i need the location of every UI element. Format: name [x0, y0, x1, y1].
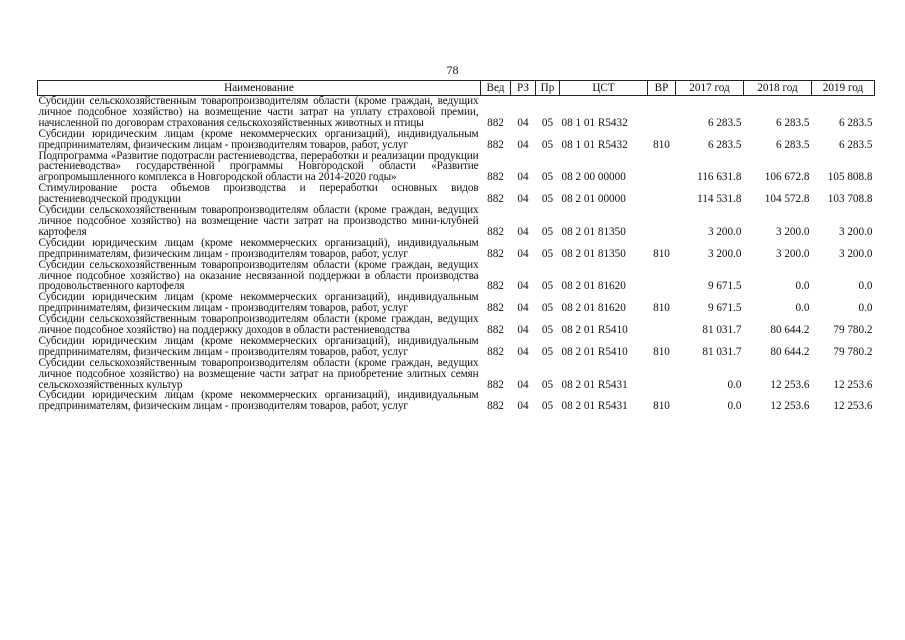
table-row — [38, 390, 875, 412]
row-rz: 04 — [517, 280, 529, 293]
row-name: Субсидии юридическим лицам (кроме некоммерческих организаций), индивидуальным предпринимателям, физическим лицам - производителям товаров, работ, услуг — [38, 236, 479, 260]
row-cst: 08 2 01 R5431 — [561, 400, 628, 413]
header-ved: Вед — [481, 81, 511, 96]
row-cst: 08 2 01 81620 — [561, 302, 626, 315]
row-cst: 08 2 01 81350 — [561, 225, 626, 238]
table-row — [38, 129, 875, 151]
row-2017: 0.0 — [727, 400, 742, 413]
row-vr: 810 — [653, 247, 670, 260]
row-2017: 3 200.0 — [707, 247, 742, 260]
row-name: Субсидии юридическим лицам (кроме некоммерческих организаций), индивидуальным предпринимателям, физическим лицам - производителям товаров, работ, услуг — [38, 291, 479, 315]
row-vr — [648, 96, 676, 129]
row-2017: 6 283.5 — [707, 138, 742, 151]
row-2018: 106 672.8 — [764, 171, 810, 184]
row-pr: 05 — [541, 225, 554, 238]
header-rz: РЗ — [511, 81, 536, 96]
row-rz: 04 — [517, 400, 529, 413]
row-name: Субсидии юридическим лицам (кроме некоммерческих организаций), индивидуальным предпринимателям, физическим лицам - производителям товаров, работ, услуг — [38, 334, 479, 358]
row-2018: 104 572.8 — [764, 193, 810, 206]
row-rz: 04 — [517, 138, 529, 151]
row-2018: 80 644.2 — [770, 324, 810, 337]
row-2019: 6 283.5 — [838, 116, 873, 129]
row-2017: 6 283.5 — [707, 116, 742, 129]
row-2019: 6 283.5 — [838, 138, 873, 151]
table-header-row — [38, 81, 875, 96]
row-pr: 05 — [541, 324, 554, 337]
row-2017: 0.0 — [727, 378, 742, 391]
row-name: Субсидии сельскохозяйственным товаропроизводителям области (кроме граждан, ведущих личное подсобное хозяйство) на оказание несвязанной поддержки в области производства продовольственного картофеля — [38, 258, 479, 293]
header-2018: 2018 год — [744, 81, 812, 96]
row-name: Субсидии сельскохозяйственным товаропроизводителям области (кроме граждан, ведущих личное подсобное хозяйство) на возмещение части затрат на уплату страховой премии, начисленной по договорам страхования сельскохозяйственных животных и птицы — [38, 95, 479, 129]
row-vr — [648, 260, 676, 293]
row-2018: 80 644.2 — [770, 345, 810, 358]
row-2019: 12 253.6 — [833, 378, 873, 391]
row-pr: 05 — [541, 378, 554, 391]
table-row — [38, 314, 875, 336]
row-vr: 810 — [653, 138, 670, 151]
row-2018: 12 253.6 — [770, 400, 810, 413]
row-2017: 116 631.8 — [697, 171, 742, 184]
row-vr: 810 — [653, 302, 670, 315]
row-2018: 6 283.5 — [775, 138, 810, 151]
row-2018: 12 253.6 — [770, 378, 810, 391]
row-rz: 04 — [517, 247, 529, 260]
row-name: Стимулирование роста объемов производства и переработки основных видов растениеводческой продукции — [38, 182, 479, 206]
row-vr: 810 — [653, 345, 670, 358]
row-cst: 08 2 01 00000 — [561, 193, 626, 206]
table-row — [38, 358, 875, 391]
row-cst: 08 2 00 00000 — [561, 171, 626, 184]
row-2019: 12 253.6 — [833, 400, 873, 413]
row-2017: 3 200.0 — [707, 225, 742, 238]
row-name: Субсидии сельскохозяйственным товаропроизводителям области (кроме граждан, ведущих личное подсобное хозяйство) на возмещение части затрат на приобретение элитных семян сельскохозяйственных культур — [38, 356, 479, 391]
row-rz: 04 — [517, 171, 529, 184]
row-ved: 882 — [487, 247, 504, 260]
row-name: Субсидии юридическим лицам (кроме некоммерческих организаций), индивидуальным предпринимателям, физическим лицам - производителям товаров, работ, услуг — [38, 389, 479, 413]
row-ved: 882 — [487, 400, 504, 413]
row-2019: 0.0 — [858, 280, 873, 293]
row-pr: 05 — [541, 280, 554, 293]
row-ved: 882 — [487, 138, 504, 151]
row-2018: 3 200.0 — [775, 225, 810, 238]
table-row — [38, 151, 875, 184]
row-ved: 882 — [487, 116, 504, 129]
header-name: Наименование — [38, 81, 481, 96]
row-pr: 05 — [541, 138, 554, 151]
row-2018: 6 283.5 — [775, 116, 810, 129]
row-2019: 3 200.0 — [838, 247, 873, 260]
budget-table — [37, 80, 875, 412]
row-pr: 05 — [541, 247, 554, 260]
row-2017: 81 031.7 — [702, 345, 742, 358]
row-rz: 04 — [517, 193, 529, 206]
row-vr — [648, 205, 676, 238]
row-pr: 05 — [541, 345, 554, 358]
row-2019: 105 808.8 — [827, 171, 873, 184]
row-rz: 04 — [517, 378, 529, 391]
row-2019: 3 200.0 — [838, 225, 873, 238]
header-2019: 2019 год — [812, 81, 875, 96]
table-row — [38, 183, 875, 205]
row-pr: 05 — [541, 400, 554, 413]
row-vr: 810 — [653, 400, 670, 413]
row-rz: 04 — [517, 302, 529, 315]
row-pr: 05 — [541, 171, 554, 184]
row-name: Подпрограмма «Развитие подотрасли растениеводства, переработки и реализации продукции растениеводства» государственной программы Новгородской области «Развитие агропромышленного комплекса в Новгородской области на 2014-2020 годы» — [38, 149, 479, 184]
row-cst: 08 2 01 R5431 — [561, 378, 628, 391]
row-vr — [648, 314, 676, 336]
row-pr: 05 — [541, 193, 554, 206]
table-row — [38, 96, 875, 129]
header-cst: ЦСТ — [560, 81, 648, 96]
row-2018: 0.0 — [795, 280, 810, 293]
row-cst: 08 1 01 R5432 — [561, 116, 628, 129]
table-row — [38, 292, 875, 314]
row-name: Субсидии юридическим лицам (кроме некоммерческих организаций), индивидуальным предпринимателям, физическим лицам - производителям товаров, работ, услуг — [38, 127, 479, 151]
row-2017: 81 031.7 — [702, 324, 742, 337]
row-ved: 882 — [487, 324, 504, 337]
row-pr: 05 — [541, 116, 554, 129]
row-ved: 882 — [487, 193, 504, 206]
row-name: Субсидии сельскохозяйственным товаропроизводителям области (кроме граждан, ведущих личное подсобное хозяйство) на возмещение части затрат на производство мини-клубней картофеля — [38, 204, 479, 238]
header-vr: ВР — [648, 81, 676, 96]
row-2019: 103 708.8 — [827, 193, 873, 206]
row-2019: 79 780.2 — [833, 345, 873, 358]
row-ved: 882 — [487, 378, 504, 391]
row-vr — [648, 358, 676, 391]
row-cst: 08 2 01 81350 — [561, 247, 626, 260]
row-cst: 08 2 01 R5410 — [561, 345, 628, 358]
row-cst: 08 2 01 R5410 — [561, 324, 628, 337]
row-ved: 882 — [487, 171, 504, 184]
row-cst: 08 1 01 R5432 — [561, 138, 628, 151]
header-pr: Пр — [536, 81, 560, 96]
row-ved: 882 — [487, 280, 504, 293]
row-2017: 114 531.8 — [697, 193, 742, 206]
row-2018: 3 200.0 — [775, 247, 810, 260]
row-2019: 79 780.2 — [833, 324, 873, 337]
table-row — [38, 205, 875, 238]
row-pr: 05 — [541, 302, 554, 315]
row-ved: 882 — [487, 345, 504, 358]
row-rz: 04 — [517, 345, 529, 358]
row-cst: 08 2 01 81620 — [561, 280, 626, 293]
row-2017: 9 671.5 — [707, 280, 742, 293]
row-vr — [648, 183, 676, 205]
row-ved: 882 — [487, 225, 504, 238]
header-2017: 2017 год — [676, 81, 744, 96]
table-row — [38, 238, 875, 260]
page-number: 78 — [446, 63, 459, 77]
row-ved: 882 — [487, 302, 504, 315]
row-vr — [648, 151, 676, 184]
table-row — [38, 336, 875, 358]
table-row — [38, 260, 875, 293]
row-name: Субсидии сельскохозяйственным товаропроизводителям области (кроме граждан, ведущих личное подсобное хозяйство) на поддержку доходов в области растениеводства — [38, 313, 479, 337]
row-2019: 0.0 — [858, 302, 873, 315]
row-2017: 9 671.5 — [707, 302, 742, 315]
row-rz: 04 — [517, 116, 529, 129]
row-rz: 04 — [517, 324, 529, 337]
row-2018: 0.0 — [795, 302, 810, 315]
row-rz: 04 — [517, 225, 529, 238]
